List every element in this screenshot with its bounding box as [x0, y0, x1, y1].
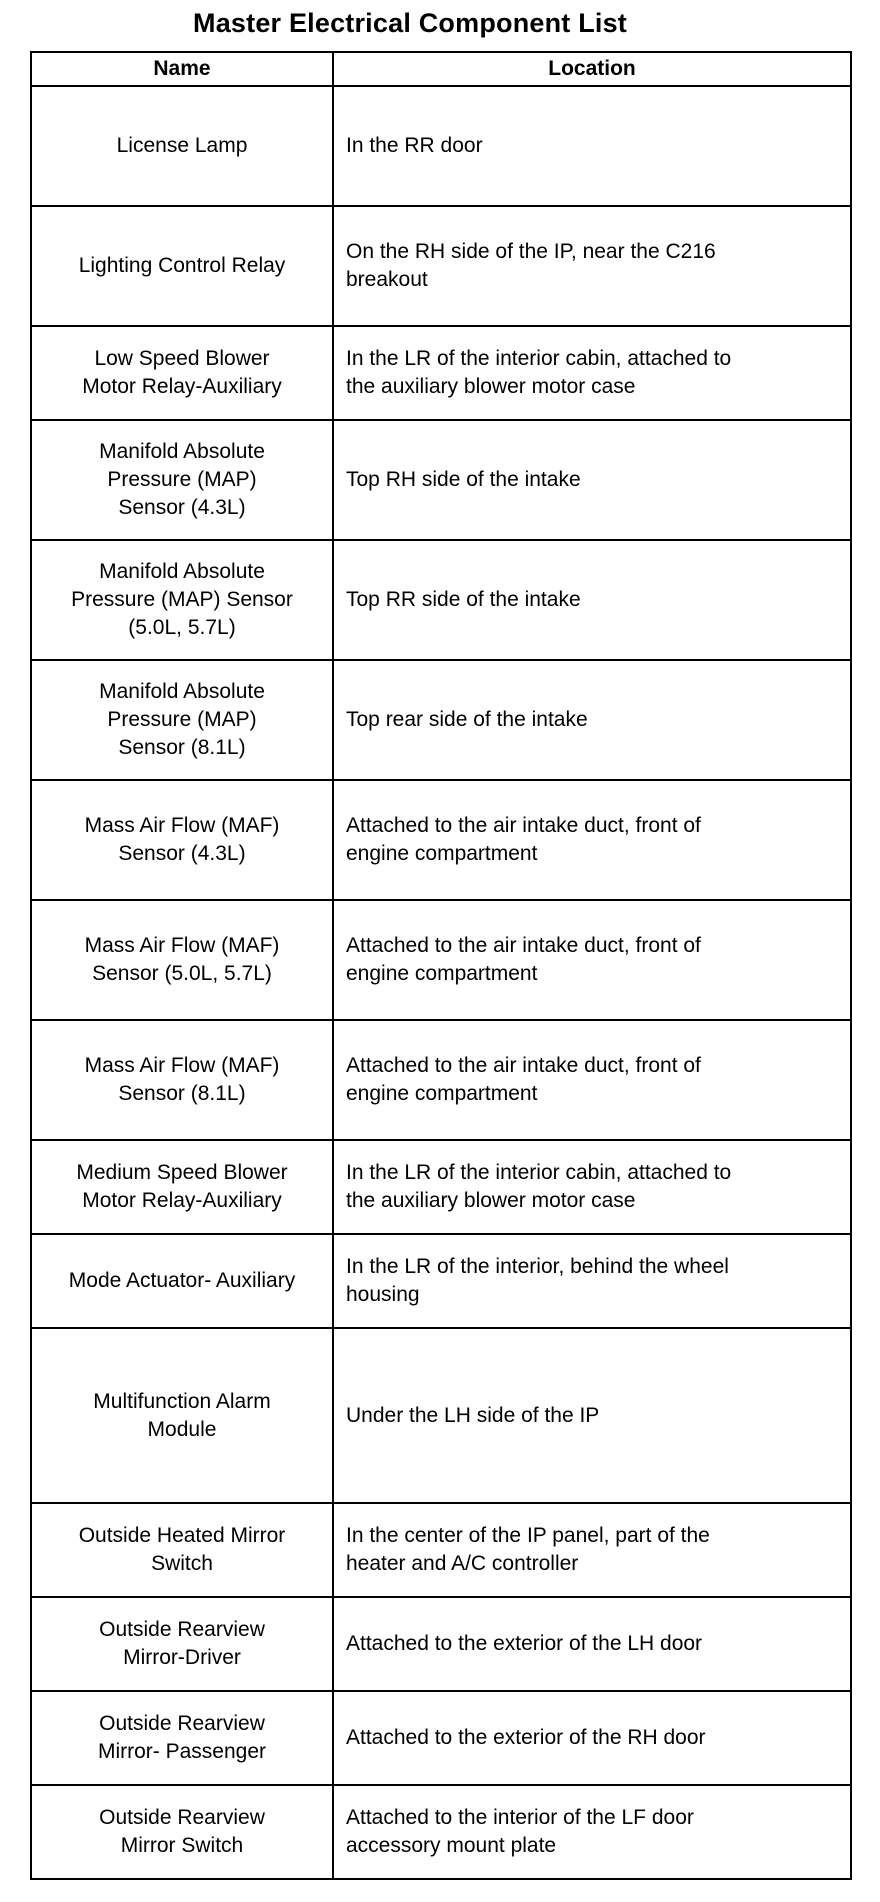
component-location: Attached to the exterior of the LH door [333, 1597, 851, 1691]
component-name: Outside Heated Mirror Switch [31, 1503, 333, 1597]
table-row [31, 1140, 851, 1234]
component-location: In the LR of the interior, behind the wheel housing [333, 1234, 851, 1328]
component-location: Attached to the interior of the LF door accessory mount plate [333, 1785, 851, 1879]
component-location: On the RH side of the IP, near the C216 breakout [333, 206, 851, 326]
component-name: Mode Actuator- Auxiliary [31, 1234, 333, 1328]
table-row [31, 1234, 851, 1328]
component-location: In the center of the IP panel, part of the heater and A/C controller [333, 1503, 851, 1597]
component-name: Multifunction Alarm Module [31, 1328, 333, 1503]
component-name: Outside Rearview Mirror- Passenger [31, 1691, 333, 1785]
component-location: Attached to the air intake duct, front of engine compartment [333, 780, 851, 900]
table-row [31, 1328, 851, 1503]
table-row [31, 660, 851, 780]
table-row [31, 1503, 851, 1597]
component-name: Mass Air Flow (MAF) Sensor (4.3L) [31, 780, 333, 900]
table-row [31, 420, 851, 540]
component-name: Outside Rearview Mirror Switch [31, 1785, 333, 1879]
table-row [31, 900, 851, 1020]
component-location: Under the LH side of the IP [333, 1328, 851, 1503]
component-name: Low Speed Blower Motor Relay-Auxiliary [31, 326, 333, 420]
component-location: In the LR of the interior cabin, attached to the auxiliary blower motor case [333, 326, 851, 420]
component-name: Manifold Absolute Pressure (MAP) Sensor (4.3L) [31, 420, 333, 540]
table-header-row [31, 52, 851, 86]
column-header-location: Location [333, 52, 851, 86]
table-row [31, 206, 851, 326]
component-location: Top rear side of the intake [333, 660, 851, 780]
component-name: License Lamp [31, 86, 333, 206]
component-location: Attached to the air intake duct, front of engine compartment [333, 1020, 851, 1140]
component-name: Outside Rearview Mirror-Driver [31, 1597, 333, 1691]
component-name: Mass Air Flow (MAF) Sensor (5.0L, 5.7L) [31, 900, 333, 1020]
table-row [31, 540, 851, 660]
page-title: Master Electrical Component List [193, 8, 627, 38]
component-location: Attached to the air intake duct, front of engine compartment [333, 900, 851, 1020]
component-name: Mass Air Flow (MAF) Sensor (8.1L) [31, 1020, 333, 1140]
component-location: In the LR of the interior cabin, attached to the auxiliary blower motor case [333, 1140, 851, 1234]
component-location: In the RR door [333, 86, 851, 206]
table-row [31, 1597, 851, 1691]
table-row [31, 780, 851, 900]
table-row [31, 326, 851, 420]
component-location: Attached to the exterior of the RH door [333, 1691, 851, 1785]
table-row [31, 86, 851, 206]
component-location: Top RH side of the intake [333, 420, 851, 540]
table-row [31, 1785, 851, 1879]
table-row [31, 1020, 851, 1140]
component-name: Medium Speed Blower Motor Relay-Auxiliary [31, 1140, 333, 1234]
table-row [31, 1691, 851, 1785]
component-name: Manifold Absolute Pressure (MAP) Sensor (8.1L) [31, 660, 333, 780]
component-table [30, 51, 852, 1880]
component-name: Manifold Absolute Pressure (MAP) Sensor (5.0L, 5.7L) [31, 540, 333, 660]
component-location: Top RR side of the intake [333, 540, 851, 660]
component-name: Lighting Control Relay [31, 206, 333, 326]
column-header-name: Name [31, 52, 333, 86]
